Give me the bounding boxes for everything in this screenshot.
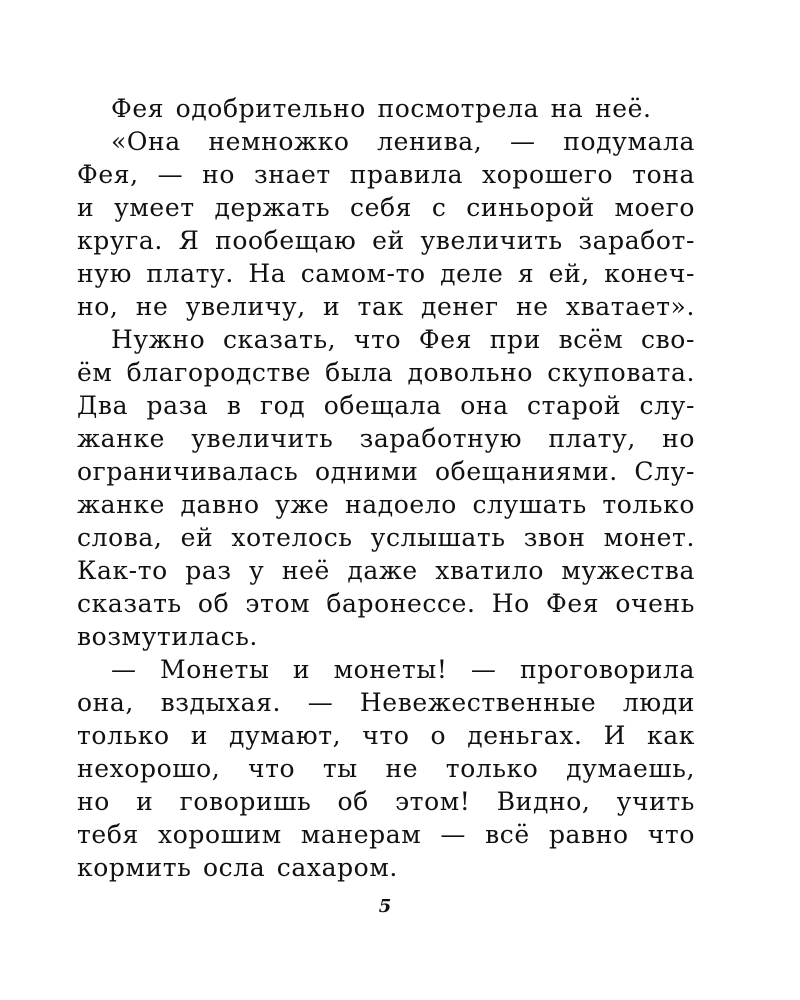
text-line: — Монеты и монеты! — проговорила: [111, 655, 695, 684]
text-line: она, вздыхая. — Невежественные люди: [77, 688, 695, 717]
text-line: Нужно сказать, что Фея при всём сво-: [111, 325, 695, 354]
text-line: Как-то раз у неё даже хватило мужества: [77, 556, 695, 585]
text-line: круга. Я пообещаю ей увеличить заработ-: [77, 226, 695, 255]
text-line: жанке увеличить заработную плату, но: [77, 424, 695, 453]
text-line: возмутилась.: [77, 622, 258, 651]
text-line: тебя хорошим манерам — всё равно что: [77, 820, 695, 849]
text-line: жанке давно уже надоело слушать только: [77, 490, 695, 519]
body-text: [77, 92, 695, 884]
text-line: но и говоришь об этом! Видно, учить: [77, 787, 695, 816]
text-line: только и думают, что о деньгах. И как: [77, 721, 695, 750]
text-line: кормить осла сахаром.: [77, 853, 398, 882]
text-line: сказать об этом баронессе. Но Фея очень: [77, 589, 695, 618]
text-line: Фея, — но знает правила хорошего тона: [77, 160, 695, 189]
text-line: Два раза в год обещала она старой слу-: [77, 391, 695, 420]
page-number: 5: [378, 896, 392, 917]
text-line: Фея одобрительно посмотрела на неё.: [111, 94, 652, 123]
text-line: ём благородстве была довольно скуповата.: [77, 358, 695, 387]
text-line: и умеет держать себя с синьорой моего: [77, 193, 695, 222]
text-line: «Она немножко ленива, — подумала: [111, 127, 695, 156]
text-line: нехорошо, что ты не только думаешь,: [77, 754, 695, 783]
text-line: но, не увеличу, и так денег не хватает».: [77, 292, 695, 321]
text-line: ную плату. На самом-то деле я ей, конеч-: [77, 259, 695, 288]
text-line: ограничивалась одними обещаниями. Слу-: [77, 457, 695, 486]
text-line: слова, ей хотелось услышать звон монет.: [77, 523, 695, 552]
